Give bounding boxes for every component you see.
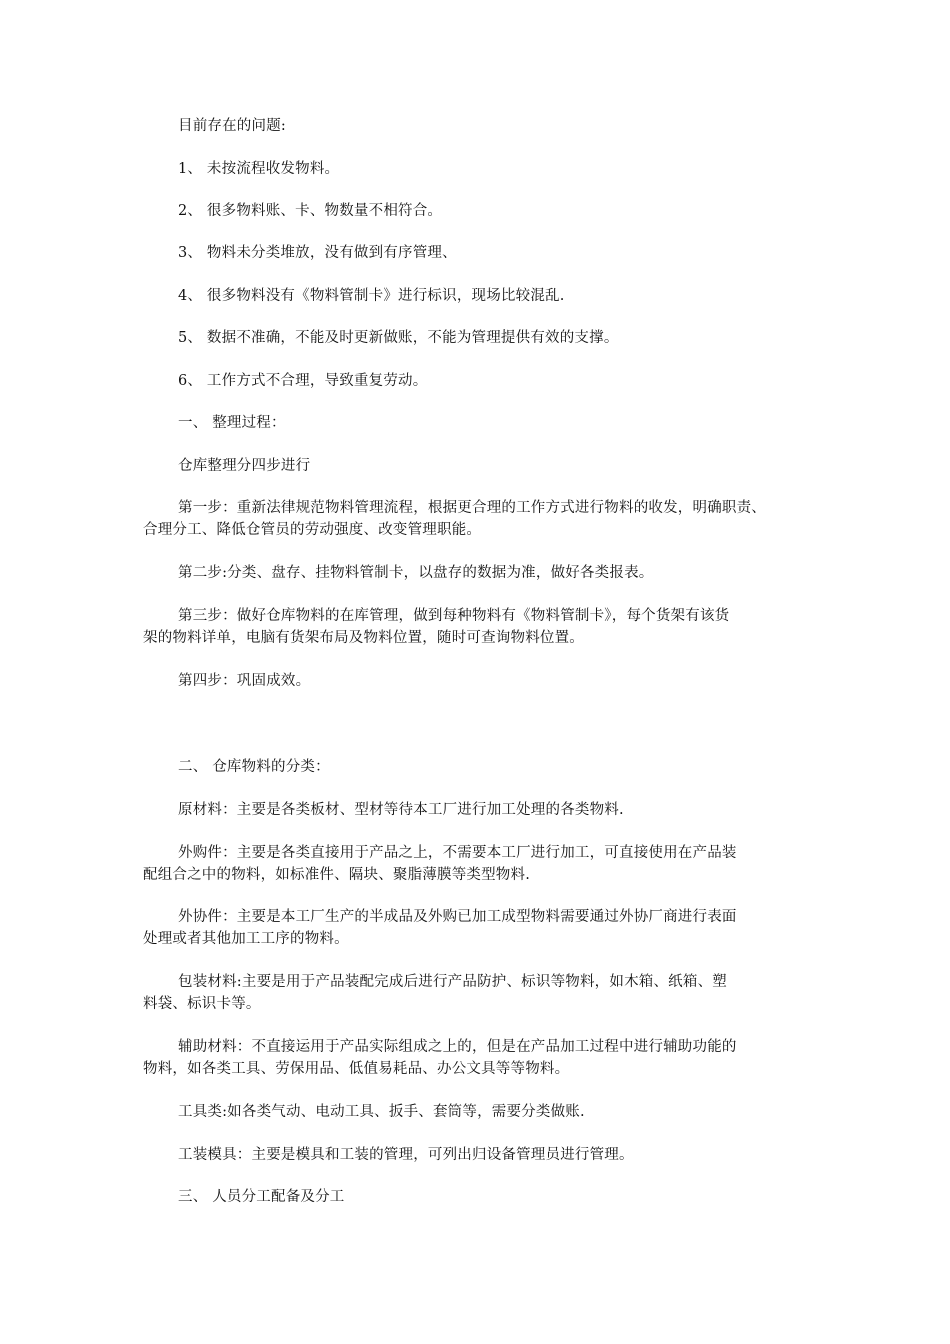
section1-heading: 一、 整理过程：: [178, 415, 286, 431]
problem-item-3: 3、 物料未分类堆放，没有做到有序管理、: [178, 245, 457, 261]
packaging-line1: 包装材料:主要是用于产品装配完成后进行产品防护、标识等物料，如木箱、纸箱、塑: [178, 974, 727, 990]
auxiliary-line2: 物料，如各类工具、劳保用品、低值易耗品、办公文具等等物料。: [143, 1061, 570, 1077]
tools: 工具类:如各类气动、电动工具、扳手、套筒等，需要分类做账.: [178, 1104, 585, 1120]
fixtures-molds: 工装模具：主要是模具和工装的管理，可列出归设备管理员进行管理。: [178, 1147, 634, 1163]
step2: 第二步:分类、盘存、挂物料管制卡，以盘存的数据为准，做好各类报表。: [178, 565, 654, 581]
step3-line1: 第三步：做好仓库物料的在库管理，做到每种物料有《物料管制卡》，每个货架有该货: [178, 608, 730, 624]
auxiliary-line1: 辅助材料：不直接运用于产品实际组成之上的，但是在产品加工过程中进行辅助功能的: [178, 1039, 737, 1055]
step3-line2: 架的物料详单，电脑有货架布局及物料位置，随时可查询物料位置。: [143, 630, 584, 646]
purchased-parts-line2: 配组合之中的物料，如标准件、隔块、聚脂薄膜等类型物料.: [143, 867, 531, 883]
problem-item-2: 2、 很多物料账、卡、物数量不相符合。: [178, 203, 443, 219]
section3-heading: 三、 人员分工配备及分工: [178, 1189, 345, 1205]
step1-line2: 合理分工、降低仓管员的劳动强度、改变管理职能。: [143, 522, 482, 538]
problem-item-6: 6、 工作方式不合理，导致重复劳动。: [178, 373, 428, 389]
outsourced-parts-line1: 外协件：主要是本工厂生产的半成品及外购已加工成型物料需要通过外协厂商进行表面: [178, 909, 737, 925]
purchased-parts-line1: 外购件：主要是各类直接用于产品之上，不需要本工厂进行加工，可直接使用在产品装: [178, 845, 737, 861]
outsourced-parts-line2: 处理或者其他加工工序的物料。: [143, 931, 349, 947]
section2-heading: 二、 仓库物料的分类：: [178, 759, 330, 775]
section1-intro: 仓库整理分四步进行: [178, 458, 311, 474]
problem-item-4: 4、 很多物料没有《物料管制卡》进行标识，现场比较混乱.: [178, 288, 565, 304]
step4: 第四步：巩固成效。: [178, 673, 311, 689]
raw-materials: 原材料：主要是各类板材、型材等待本工厂进行加工处理的各类物料.: [178, 802, 624, 818]
problem-item-1: 1、 未按流程收发物料。: [178, 161, 340, 177]
problem-item-5: 5、 数据不准确，不能及时更新做账，不能为管理提供有效的支撑。: [178, 330, 619, 346]
step1-line1: 第一步：重新法律规范物料管理流程，根据更合理的工作方式进行物料的收发，明确职责、: [178, 500, 766, 516]
problems-heading: 目前存在的问题:: [178, 118, 286, 134]
packaging-line2: 料袋、标识卡等。: [143, 996, 261, 1012]
